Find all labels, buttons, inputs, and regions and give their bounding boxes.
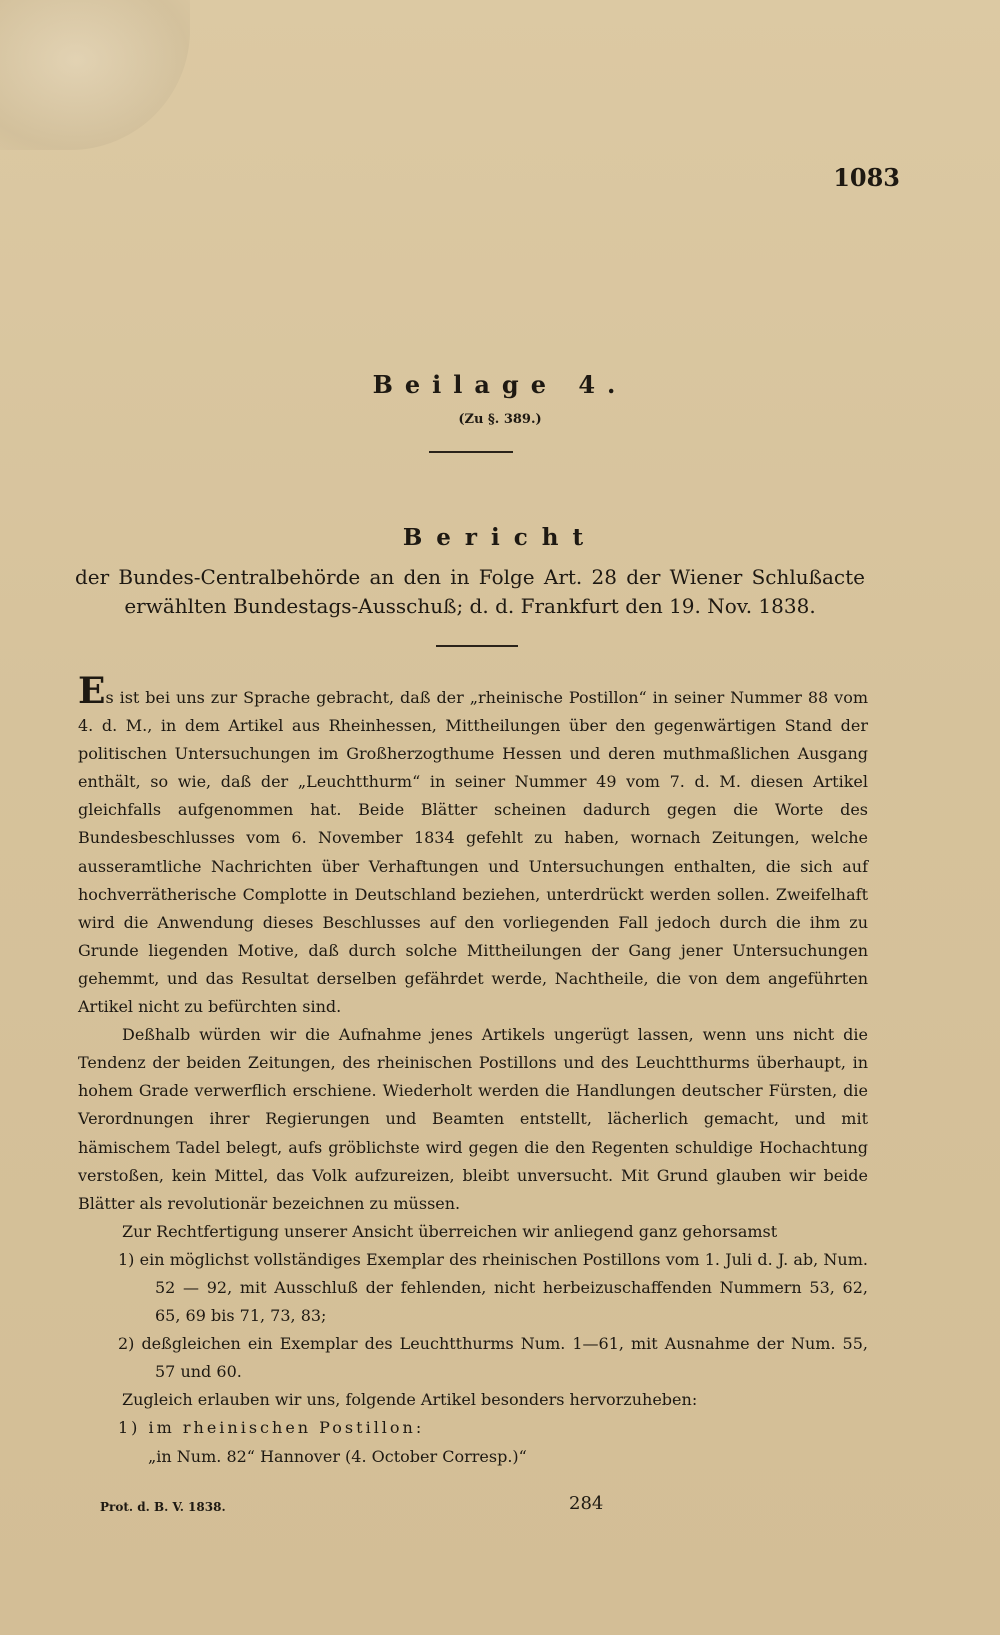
list-item: 2) deßgleichen ein Exemplar des Leuchtthurms Num. 1—61, mit Ausnahme der Num. 55, 57 und 60. [118, 1334, 868, 1382]
sheet-number: 284 [569, 1493, 604, 1514]
appendix-title: Beilage 4. [372, 370, 628, 399]
quoted-line: „in Num. 82“ Hannover (4. October Corresp.)“ [148, 1446, 527, 1466]
footer-signature: Prot. d. B. V. 1838. [100, 1500, 226, 1514]
paragraph: Deßhalb würden wir die Aufnahme jenes Artikels ungerügt lassen, wenn uns nicht die Tendenz der beiden Zeitungen, des rheinischen Postillons und des Leuchtthurms überhaupt, in hohem Grade verwerflich erschiene. Wiederholt werden die Handlungen deutscher Fürsten, die Verordnungen ihrer Regierungen und Beamten entstellt, lächerlich gemacht, und mit hämischem Tadel belegt, aufs gröblichste wird gegen die den Regenten schuldige Hochachtung verstoßen, kein Mittel, das Volk aufzureizen, bleibt unversucht. Mit Grund glauben wir beide Blätter als revolutionär bezeichnen zu müssen. [78, 1025, 868, 1213]
paragraph-text: s ist bei uns zur Sprache gebracht, daß der „rheinische Postillon“ in seiner Nummer 88 vom 4. d. M., in dem Artikel aus Rheinhessen, Mittheilungen über den gegenwärtigen Stand der politischen Untersuchungen im Großherzogthume Hessen und deren muthmaßlichen Ausgang enthält, so wie, daß der „Leuchtthurm“ in seiner Nummer 49 vom 7. d. M. diesen Artikel gleichfalls aufgenommen hat. Beide Blätter scheinen dadurch gegen die Worte des Bundesbeschlusses vom 6. November 1834 gefehlt zu haben, wornach Zeitungen, welche ausseramtliche Nachrichten über Verhaftungen und Untersuchungen enthalten, die sich auf hochverrätherische Complotte in Deutschland beziehen, unterdrückt werden sollen. Zweifelhaft wird die Anwendung dieses Beschlusses auf den vorliegenden Fall jedoch durch die ihm zu Grunde liegenden Motive, daß durch solche Mittheilungen der Gang jener Untersuchungen gehemmt, und das Resultat derselben gefährdet werde, Nachtheile, die von dem angeführten Artikel nicht zu befürchten sind. [78, 688, 868, 1017]
initial-letter: E [78, 670, 106, 712]
list-item: 1) ein möglichst vollständiges Exemplar des rheinischen Postillons vom 1. Juli d. J. ab, Num. 52 — 92, mit Ausschluß der fehlenden, nicht herbeizuschaffenden Nummern 53, 62, 65, 69 bis 71, 73, 83; [118, 1249, 868, 1326]
body-text [78, 670, 868, 1471]
paragraph: Zur Rechtfertigung unserer Ansicht überreichen wir anliegend ganz gehorsamst [122, 1221, 778, 1241]
divider [429, 451, 513, 453]
appendix-reference: (Zu §. 389.) [458, 412, 542, 427]
list-item: 1) im rheinischen Postillon: [118, 1418, 425, 1438]
paragraph: Zugleich erlauben wir uns, folgende Artikel besonders hervorzuheben: [122, 1390, 698, 1410]
page-number: 1083 [833, 163, 900, 192]
report-title: Bericht [402, 524, 598, 551]
paragraph [78, 670, 868, 1021]
report-subtitle: der Bundes-Centralbehörde an den in Folge Art. 28 der Wiener Schlußacte erwählten Bundestags-Ausschuß; d. d. Frankfurt den 19. Nov. 1838. [75, 565, 865, 618]
embossed-seal [0, 0, 190, 150]
divider [436, 645, 518, 647]
